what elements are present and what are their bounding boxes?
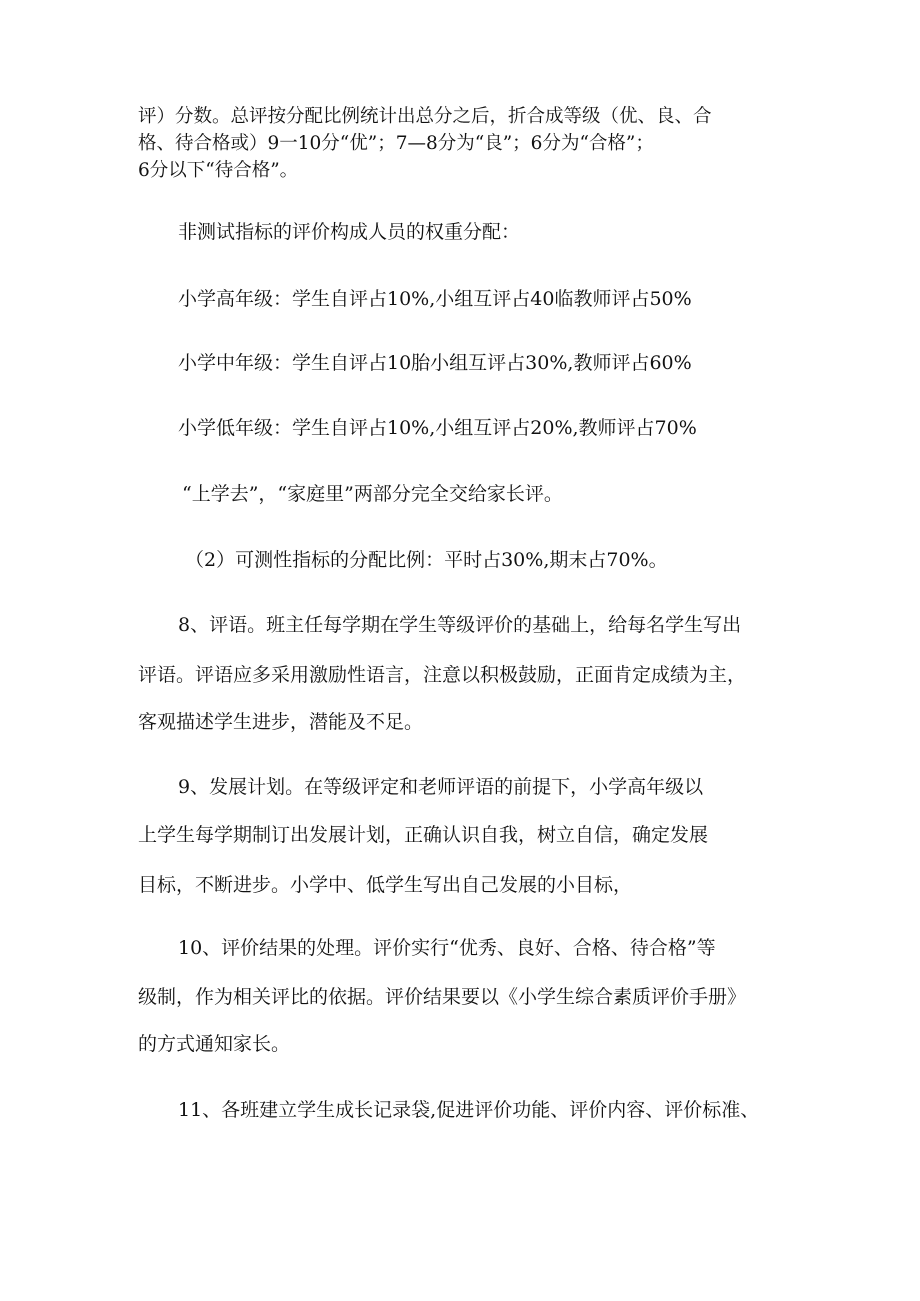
weight-heading: 非测试指标的评价构成人员的权重分配： [178,221,521,243]
paragraph-1-line-3: 6分以下“待合格”。 [138,160,299,181]
item-8-line-3: 客观描述学生进步，潜能及不足。 [138,711,424,733]
item-9-line-3: 目标，不断进步。小学中、低学生写出自己发展的小目标， [138,874,633,896]
item-8-line-1: 8、评语。班主任每学期在学生等级评价的基础上，给每名学生写出 [178,614,742,636]
item-10-line-2: 级制，作为相关评比的依据。评价结果要以《小学生综合素质评价手册》 [138,986,747,1008]
weight-upper-grade: 小学高年级：学生自评占10%,小组互评占40临教师评占50% [178,288,692,310]
item-11-line-1: 11、各班建立学生成长记录袋,促进评价功能、评价内容、评价标准、 [178,1099,760,1121]
item-10-line-1: 10、评价结果的处理。评价实行“优秀、良好、合格、待合格”等 [178,937,716,959]
paragraph-1-line-1: 评）分数。总评按分配比例统计出总分之后，折合成等级（优、良、合 [138,106,712,127]
weight-middle-grade: 小学中年级：学生自评占10胎小组互评占30%,教师评占60% [178,352,692,374]
paragraph-1-line-2: 格、待合格或）9一10分“优”；7—8分为“良”；6分为“合格”； [138,133,654,154]
parent-evaluation: “上学去”，“家庭里”两部分完全交给家长评。 [182,483,563,505]
item-9-line-1: 9、发展计划。在等级评定和老师评语的前提下，小学高年级以 [178,776,704,798]
item-9-line-2: 上学生每学期制订出发展计划，正确认识自我，树立自信，确定发展 [138,824,709,846]
measurable-ratio: （2）可测性指标的分配比例：平时占30%,期末占70%。 [185,549,668,571]
item-10-line-3: 的方式通知家长。 [138,1033,291,1055]
weight-lower-grade: 小学低年级：学生自评占10%,小组互评占20%,教师评占70% [178,417,697,439]
item-8-line-2: 评语。评语应多采用激励性语言，注意以积极鼓励，正面肯定成绩为主， [138,664,747,686]
